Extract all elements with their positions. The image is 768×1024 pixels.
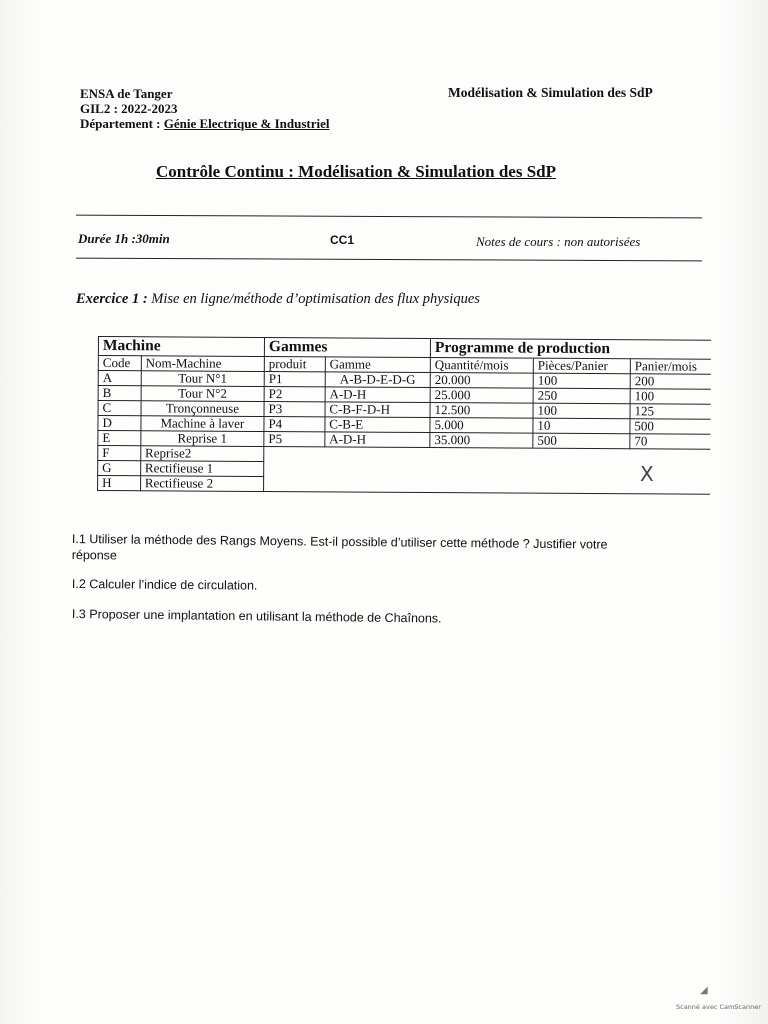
school-name: ENSA de Tanger <box>80 86 173 101</box>
question-1: I.1 Utiliser la méthode des Rangs Moyens. Est-il possible d’utiliser cette méthode ? Justifier votre réponse <box>71 531 608 563</box>
baskets-per-month: 70 <box>630 434 711 449</box>
exercise-label: Exercice 1 : <box>76 291 148 307</box>
question-3: I.3 Proposer une implantation en utilisant la méthode de Chaînons. <box>71 607 442 626</box>
machine-code: B <box>98 386 141 401</box>
product-gamme: A-D-H <box>325 432 430 448</box>
production-table <box>97 336 711 495</box>
machine-code: G <box>98 461 141 476</box>
camscanner-logo: ◢ <box>700 985 708 996</box>
product-gamme: A-D-H <box>325 387 430 403</box>
table-row <box>98 476 711 495</box>
pieces-per-basket: 10 <box>533 418 630 434</box>
column-header: Nom-Machine <box>141 356 264 372</box>
department <box>80 116 330 131</box>
product-id: P5 <box>264 432 325 447</box>
product-quantity: 5.000 <box>430 418 533 434</box>
column-header: Quantité/mois <box>430 358 533 374</box>
scanner-footer: Scanné avec CamScanner <box>676 1003 761 1011</box>
header-left <box>80 86 330 131</box>
course-name: Modélisation & Simulation des SdP <box>448 85 653 100</box>
machine-name: Rectifieuse 1 <box>140 461 263 477</box>
exam-code: CC1 <box>330 233 355 247</box>
product-gamme: C-B-F-D-H <box>325 402 430 418</box>
exam-duration: Durée 1h :30min <box>78 231 170 246</box>
product-quantity: 25.000 <box>430 388 533 404</box>
machine-code: F <box>98 446 141 461</box>
machine-code: D <box>98 416 141 431</box>
class-year: GIL2 : 2022-2023 <box>80 101 178 116</box>
pieces-per-basket: 250 <box>533 388 630 404</box>
pieces-per-basket: 100 <box>533 373 630 389</box>
machine-name: Tour N°1 <box>141 371 264 387</box>
question-2: I.2 Calculer l’indice de circulation. <box>71 577 258 593</box>
machine-code: C <box>98 401 141 416</box>
baskets-per-month: 125 <box>630 404 711 419</box>
machine-code: E <box>98 431 141 446</box>
exercise-heading <box>76 291 480 308</box>
machine-name: Tour N°2 <box>141 386 264 402</box>
department-name: Génie Electrique & Industriel <box>163 116 330 131</box>
gammes-group-header: Gammes <box>264 338 430 358</box>
machine-code: H <box>98 476 141 491</box>
product-id: P1 <box>264 372 325 387</box>
exam-title: Contrôle Continu : Modélisation & Simulation des SdP <box>156 162 557 181</box>
machine-name: Tronçonneuse <box>141 401 264 417</box>
machine-name: Reprise 1 <box>141 431 264 447</box>
department-label: Département : <box>80 116 164 131</box>
programme-group-header: Programme de production <box>430 339 711 360</box>
machine-code: A <box>98 371 141 386</box>
product-id: P2 <box>264 387 325 402</box>
baskets-per-month: 100 <box>630 389 711 404</box>
product-quantity: 20.000 <box>430 373 533 389</box>
pieces-per-basket: 500 <box>533 433 630 449</box>
machine-name: Machine à laver <box>141 416 264 432</box>
divider-bottom <box>76 258 702 262</box>
notes-policy: Notes de cours : non autorisées <box>476 234 641 249</box>
handwritten-cross: X <box>640 462 654 486</box>
pieces-per-basket: 100 <box>533 403 630 419</box>
column-header: Gamme <box>325 357 430 373</box>
product-id: P3 <box>264 402 325 417</box>
divider-top <box>76 215 702 219</box>
column-header: produit <box>264 357 325 372</box>
baskets-per-month: 500 <box>630 419 711 434</box>
baskets-per-month: 200 <box>630 374 711 389</box>
exercise-text: Mise en ligne/méthode d’optimisation des flux physiques <box>147 291 480 307</box>
product-quantity: 12.500 <box>430 403 533 419</box>
product-quantity: 35.000 <box>430 433 533 449</box>
machine-group-header: Machine <box>98 337 264 357</box>
product-gamme: A-B-D-E-D-G <box>325 372 430 388</box>
product-gamme: C-B-E <box>325 417 430 433</box>
machine-name: Rectifieuse 2 <box>140 476 263 492</box>
column-header: Panier/mois <box>630 359 711 374</box>
column-header: Code <box>98 356 141 371</box>
machine-name: Reprise2 <box>141 446 264 462</box>
product-id: P4 <box>264 417 325 432</box>
column-header: Pièces/Panier <box>533 358 630 374</box>
